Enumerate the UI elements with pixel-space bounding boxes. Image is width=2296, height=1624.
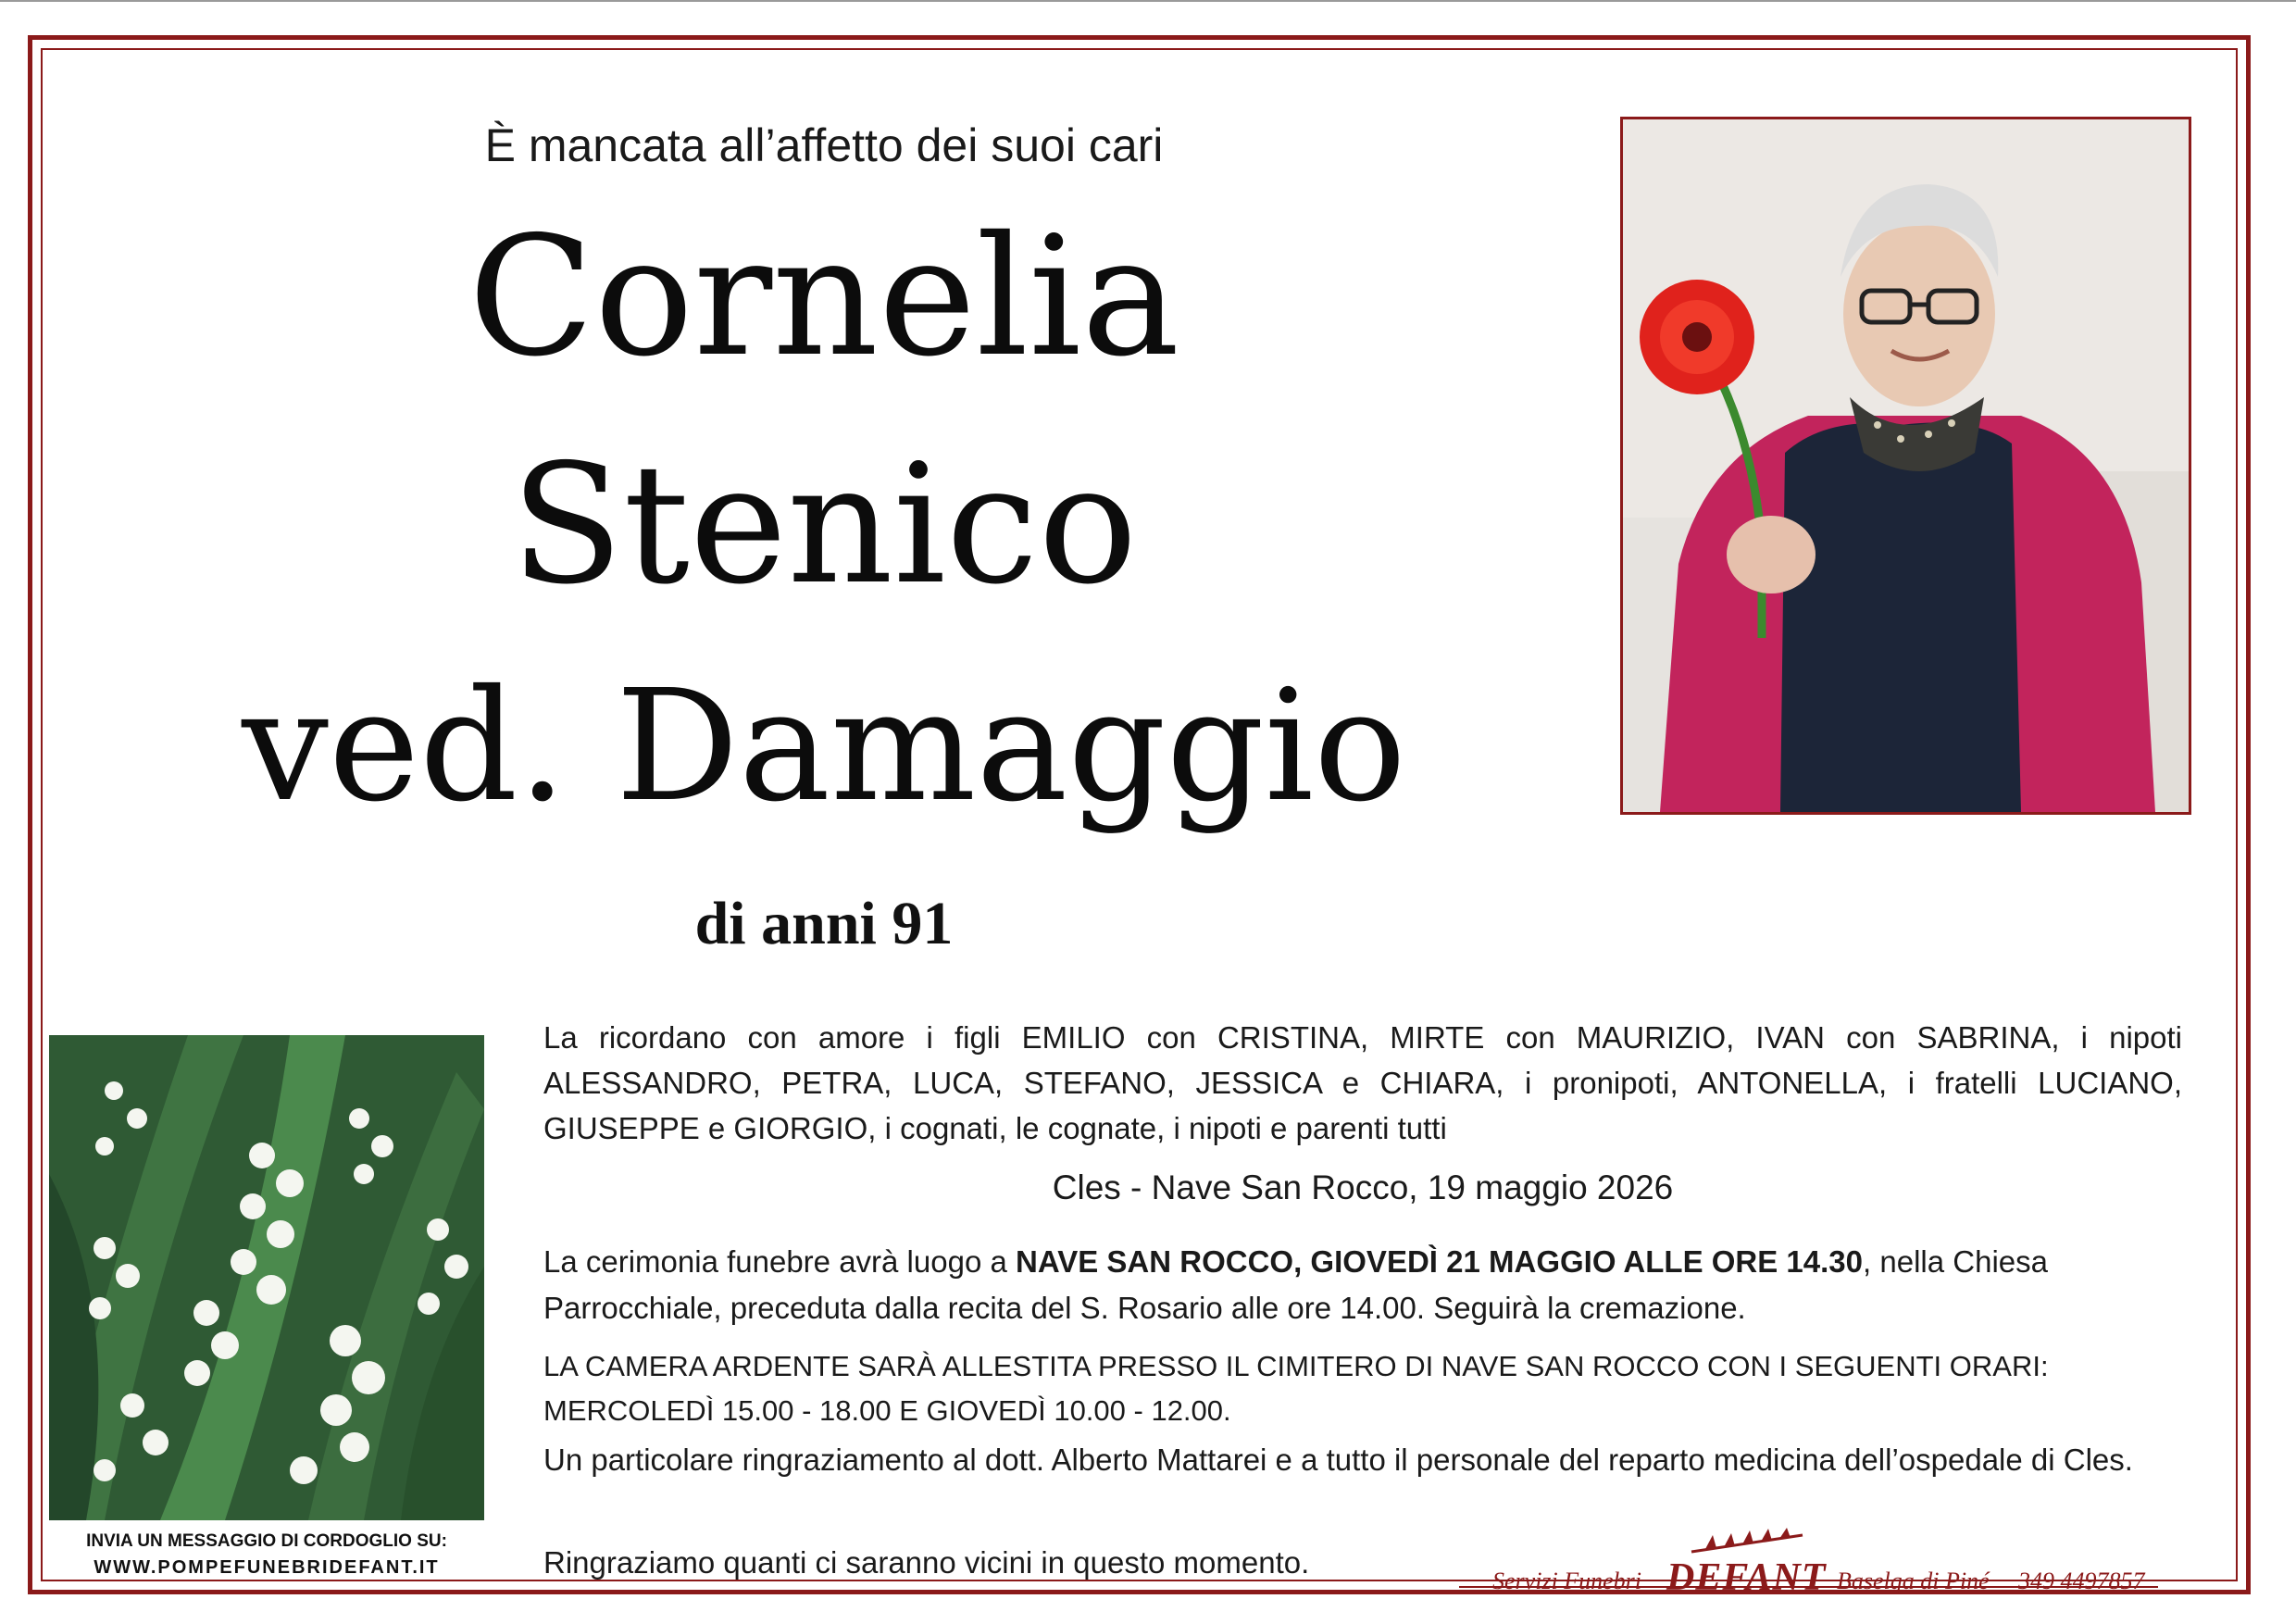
brand-location: Baselga di Piné: [1837, 1568, 1990, 1594]
brand-phone: 349 4497857: [2018, 1568, 2145, 1594]
deceased-married-name: ved. Damaggio: [242, 657, 1406, 836]
ceremony-datetime: GIOVEDÌ 21 MAGGIO ALLE ORE 14.30: [1310, 1244, 1864, 1279]
ceremony-text-end: , nella Chiesa Parrocchiale, preceduta dalla recita del S. Rosario alle ore 14.00. Seguirà la cremazione.: [543, 1244, 2048, 1325]
brand-name: DEFANT: [1666, 1556, 1827, 1599]
ceremony-details: [543, 1239, 2182, 1331]
top-divider-line: [0, 0, 2296, 2]
funeral-service-brand: [1481, 1555, 2222, 1599]
camera-ardente-notice: LA CAMERA ARDENTE SARÀ ALLESTITA PRESSO IL CIMITERO DI NAVE SAN ROCCO CON I SEGUENTI ORARI: MERCOLEDÌ 15.00 - 18.00 E GIOVEDÌ 10.00 - 12.00.: [543, 1350, 2049, 1427]
family-announcement: La ricordano con amore i figli EMILIO con CRISTINA, MIRTE con MAURIZIO, IVAN con SABRINA, i nipoti ALESSANDRO, PETRA, LUCA, STEFANO, JESSICA e CHIARA, i pronipoti, ANTONELLA, i fratelli LUCIANO, GIUSEPPE e GIORGIO, i cognati, le cognate, i nipoti e parenti tutti: [543, 1020, 2182, 1145]
lily-of-the-valley-photo: [49, 1035, 484, 1520]
ceremony-text-start: La cerimonia funebre avrà luogo a: [543, 1244, 1016, 1279]
lily-illustration: [49, 1035, 484, 1520]
deceased-first-name: Cornelia: [468, 201, 1180, 393]
ceremony-place: NAVE SAN ROCCO: [1016, 1244, 1294, 1279]
portrait-photo: [1620, 117, 2191, 815]
laurel-leaves-icon: [1687, 1528, 1807, 1555]
condolence-website-link[interactable]: WWW.POMPEFUNEBRIDEFANT.IT: [94, 1557, 440, 1578]
closing-text: Ringraziamo quanti ci saranno vicini in questo momento.: [543, 1545, 1310, 1580]
portrait-illustration: [1623, 119, 2189, 812]
deceased-last-name: Stenico: [510, 429, 1138, 620]
ceremony-separator: ,: [1293, 1244, 1311, 1279]
place-and-date: Cles - Nave San Rocco, 19 maggio 2026: [1052, 1168, 1674, 1206]
thanks-text: Un particolare ringraziamento al dott. Alberto Mattarei e a tutto il personale del reparto medicina dell’ospedale di Cles.: [543, 1443, 2133, 1477]
deceased-age: di anni 91: [694, 890, 954, 957]
intro-text: È mancata all’affetto dei suoi cari: [484, 119, 1164, 171]
brand-services-label: Servizi Funebri: [1492, 1568, 1642, 1594]
condolence-label: INVIA UN MESSAGGIO DI CORDOGLIO SU:: [86, 1531, 447, 1551]
